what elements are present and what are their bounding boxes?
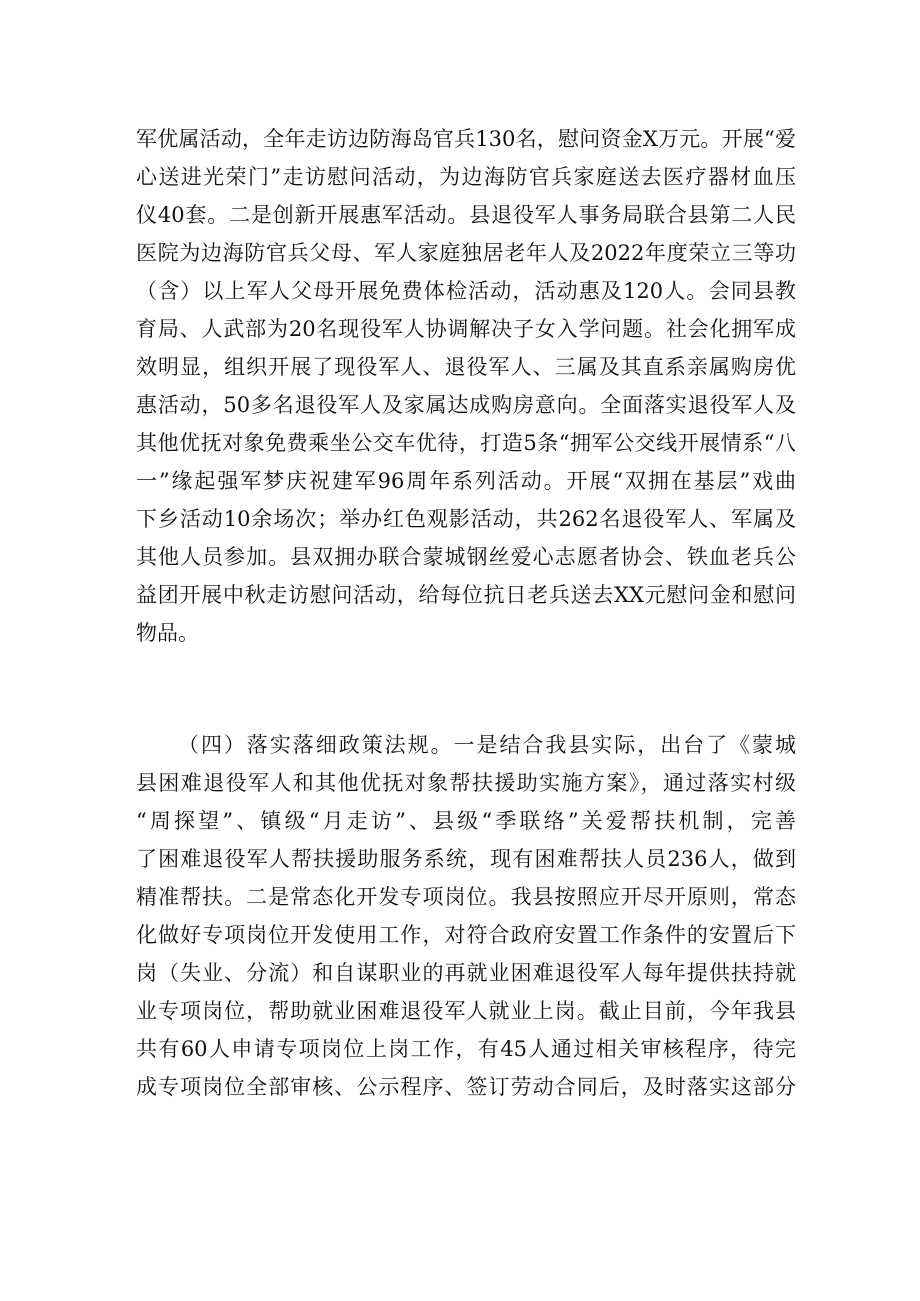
text-line: 县困难退役军人和其他优抚对象帮扶援助实施方案》，通过落实村级: [136, 771, 796, 795]
paragraph-continued: [136, 120, 796, 652]
text-line: 下乡活动10余场次；举办红色观影活动，共262名退役军人、军属及: [136, 507, 796, 531]
text-line: 岗（失业、分流）和自谋职业的再就业困难退役军人每年提供扶持就: [136, 961, 796, 985]
text-line: 其他人员参加。县双拥办联合蒙城钢丝爱心志愿者协会、铁血老兵公: [136, 545, 796, 569]
text-line: 益团开展中秋走访慰问活动，给每位抗日老兵送去XX元慰问金和慰问: [136, 583, 796, 607]
paragraph-heading-line: （四）落实落细政策法规。一是结合我县实际，出台了《蒙城: [178, 733, 796, 757]
text-line: 物品。: [136, 621, 199, 645]
text-line: 共有60人申请专项岗位上岗工作，有45人通过相关审核程序，待完: [136, 1037, 796, 1061]
paragraph-four: [136, 726, 796, 1106]
text-line: 一”缘起强军梦庆祝建军96周年系列活动。开展“双拥在基层”戏曲: [136, 469, 796, 493]
text-line: 效明显，组织开展了现役军人、退役军人、三属及其直系亲属购房优: [136, 355, 796, 379]
text-line: 精准帮扶。二是常态化开发专项岗位。我县按照应开尽开原则，常态: [136, 885, 796, 909]
text-line: （含）以上军人父母开展免费体检活动，活动惠及120人。会同县教: [136, 279, 796, 303]
text-line: 军优属活动，全年走访边防海岛官兵130名，慰问资金X万元。开展“爱: [136, 127, 796, 151]
text-line: 心送进光荣门”走访慰问活动，为边海防官兵家庭送去医疗器材血压: [136, 165, 796, 189]
text-line: 成专项岗位全部审核、公示程序、签订劳动合同后，及时落实这部分: [136, 1075, 796, 1099]
text-line: 业专项岗位，帮助就业困难退役军人就业上岗。截止目前，今年我县: [136, 999, 796, 1023]
text-line: 仪40套。二是创新开展惠军活动。县退役军人事务局联合县第二人民: [136, 203, 796, 227]
text-line: 化做好专项岗位开发使用工作，对符合政府安置工作条件的安置后下: [136, 923, 796, 947]
text-line: 了困难退役军人帮扶援助服务系统，现有困难帮扶人员236人，做到: [136, 847, 796, 871]
text-line: 惠活动，50多名退役军人及家属达成购房意向。全面落实退役军人及: [136, 393, 796, 417]
text-line: 育局、人武部为20名现役军人协调解决子女入学问题。社会化拥军成: [136, 317, 796, 341]
text-line: “周探望”、镇级“月走访”、县级“季联络”关爱帮扶机制，完善: [136, 809, 796, 833]
text-line: 医院为边海防官兵父母、军人家庭独居老年人及2022年度荣立三等功: [136, 241, 796, 265]
text-line: 其他优抚对象免费乘坐公交车优待，打造5条“拥军公交线开展情系“八: [136, 431, 796, 455]
